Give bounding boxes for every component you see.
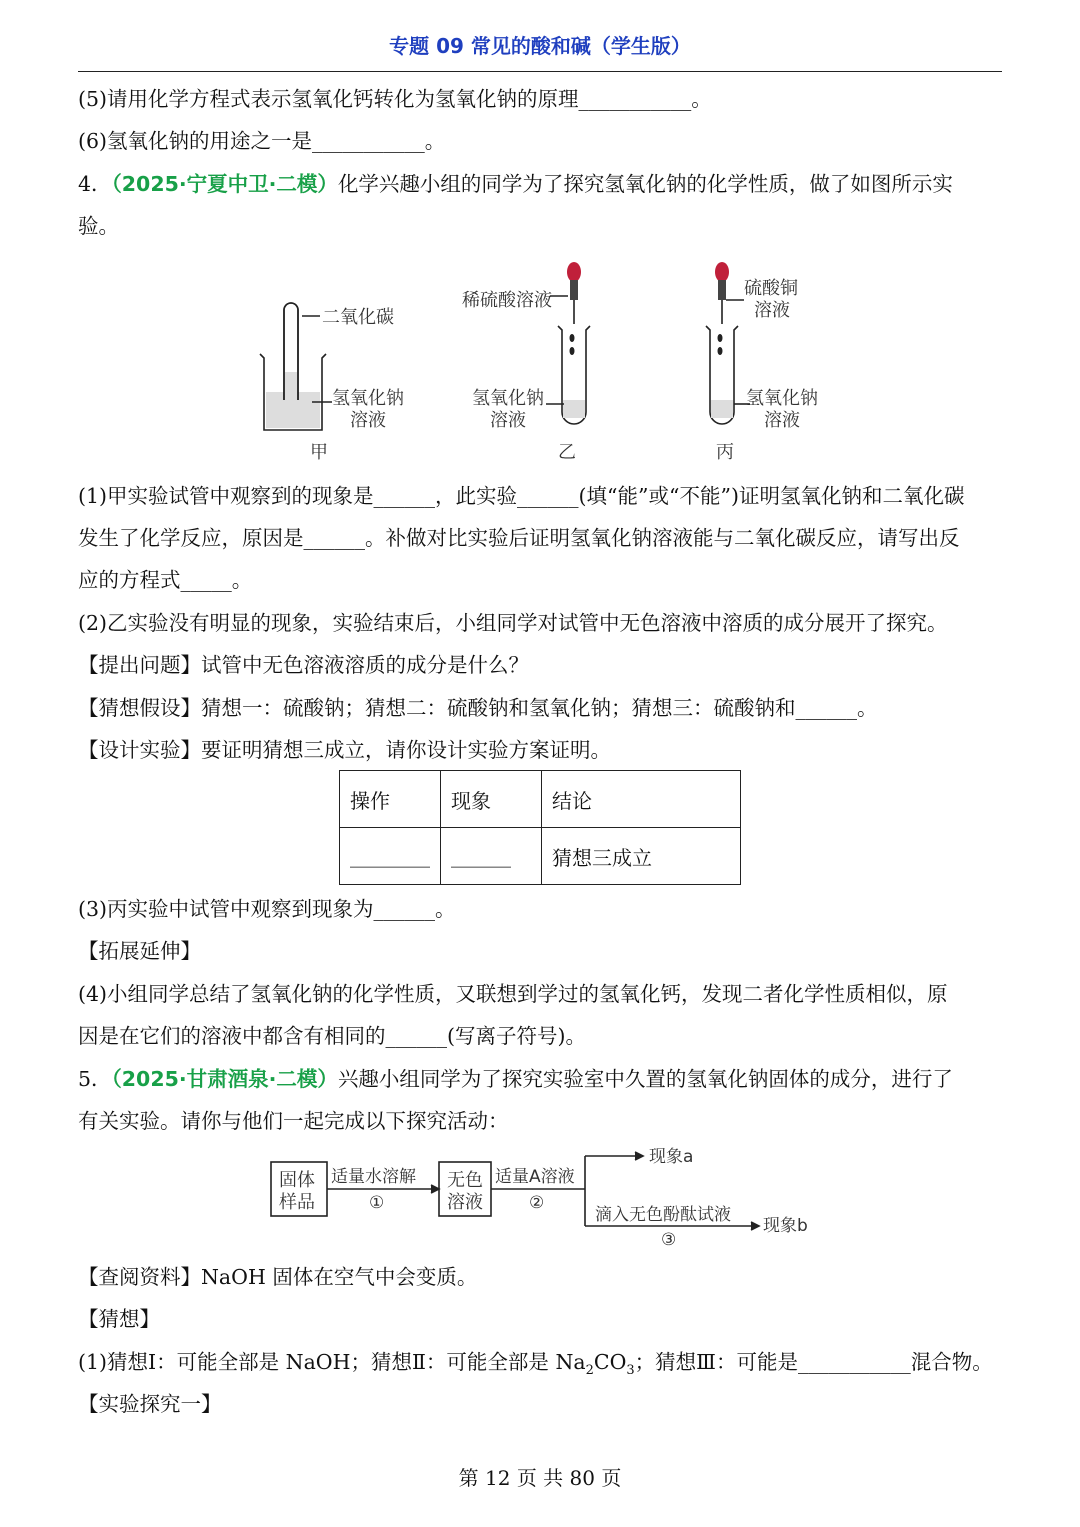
problem-4-text: 化学兴趣小组的同学为了探究氢氧化钠的化学性质，做了如图所示实: [337, 172, 953, 196]
question-5-line: (5)请用化学方程式表示氢氧化钙转化为氢氧化钠的原理___________。: [78, 87, 712, 111]
q2-ask-line: 【提出问题】试管中无色溶液溶质的成分是什么？: [78, 653, 529, 677]
table-header-cell: 现象: [441, 771, 542, 828]
label-solution-bing-top: 溶液: [754, 300, 790, 321]
q1-line-b: 发生了化学反应，原因是______。补做对比实验后证明氢氧化钠溶液能与二氧化碳反应，请写出反: [78, 526, 960, 550]
problem-4-intro: [78, 169, 953, 199]
q1-line-c: 应的方程式_____。: [78, 568, 253, 592]
table-row: [340, 828, 741, 885]
q3-line: (3)丙实验中试管中观察到现象为______。: [78, 897, 456, 921]
table-cell: ________: [340, 828, 441, 885]
figure-yi: [546, 262, 590, 424]
flow-step1-label: 适量水溶解: [331, 1167, 416, 1187]
reference-line: 【查阅资料】NaOH 固体在空气中会变质。: [78, 1265, 478, 1289]
label-naoh-bing: 氢氧化钠: [746, 388, 818, 409]
label-naoh-jia: 氢氧化钠: [332, 388, 404, 409]
q4-line-a: (4)小组同学总结了氢氧化钠的化学性质，又联想到学过的氢氧化钙，发现二者化学性质相似，原: [78, 982, 948, 1006]
problem-5-number: 5．: [78, 1067, 112, 1091]
flow-step3-number: ③: [661, 1230, 677, 1250]
flow-step2-label: 适量A溶液: [495, 1167, 575, 1187]
problem-4-source: （2025·宁夏中卫·二模）: [111, 172, 338, 196]
problem-5-source: （2025·甘肃酒泉·二模）: [111, 1067, 338, 1091]
experiment-figure: [250, 252, 840, 467]
experiment-1-heading: 【实验探究一】: [78, 1392, 222, 1416]
problem-5-intro: [78, 1064, 953, 1094]
flow-step1-number: ①: [369, 1193, 385, 1213]
label-co2: 二氧化碳: [322, 307, 394, 328]
table-cell: 猜想三成立: [542, 828, 741, 885]
label-h2so4: 稀硫酸溶液: [462, 290, 552, 311]
q4-line-b: 因是在它们的溶液中都含有相同的______(写离子符号)。: [78, 1024, 586, 1048]
label-yi: 乙: [558, 442, 576, 463]
flow-step3-label: 滴入无色酚酞试液: [595, 1205, 731, 1225]
question-6-line: (6)氢氧化钠的用途之一是___________。: [78, 129, 446, 153]
label-solution-jia: 溶液: [350, 410, 386, 431]
extension-heading: 【拓展延伸】: [78, 939, 201, 963]
label-jia: 甲: [310, 442, 328, 463]
guess-text-a: (1)猜想Ⅰ：可能全部是 NaOH；猜想Ⅱ：可能全部是 Na: [78, 1350, 586, 1374]
flow-box2-line1: 无色: [447, 1170, 483, 1191]
guess-heading: 【猜想】: [78, 1307, 160, 1331]
flow-step2-number: ②: [529, 1193, 545, 1213]
guess-text-b: CO: [593, 1350, 627, 1374]
q1-line-a: (1)甲实验试管中观察到的现象是______，此实验______(填“能”或“不能”)证明氢氧化钠和二氧化碳: [78, 484, 965, 508]
experiment-table: [339, 770, 741, 885]
label-naoh-yi: 氢氧化钠: [472, 388, 544, 409]
subscript-2: 2: [585, 1363, 594, 1379]
flow-box2-line2: 溶液: [447, 1192, 483, 1213]
table-header-cell: 操作: [340, 771, 441, 828]
label-bing: 丙: [716, 442, 734, 463]
label-solution-bing: 溶液: [764, 410, 800, 431]
page-footer: 第 12 页 共 80 页: [458, 1466, 622, 1490]
table-header-row: [340, 771, 741, 828]
label-cuso4: 硫酸铜: [744, 278, 798, 299]
page-header-title: 专题 09 常见的酸和碱（学生版）: [389, 34, 691, 58]
table-cell: ______: [441, 828, 542, 885]
flow-result-b: 现象b: [763, 1216, 808, 1236]
guess-1-line: [78, 1347, 993, 1386]
problem-4-number: 4．: [78, 172, 112, 196]
q2-guess-line: 【猜想假设】猜想一：硫酸钠；猜想二：硫酸钠和氢氧化钠；猜想三：硫酸钠和______。: [78, 696, 878, 720]
table-header-cell: 结论: [542, 771, 741, 828]
q2-design-line: 【设计实验】要证明猜想三成立，请你设计实验方案证明。: [78, 738, 611, 762]
label-solution-yi: 溶液: [490, 410, 526, 431]
guess-text-c: ；猜想Ⅲ：可能是___________混合物。: [634, 1350, 993, 1374]
flow-box1-line2: 样品: [279, 1192, 315, 1213]
q2-line: (2)乙实验没有明显的现象，实验结束后，小组同学对试管中无色溶液中溶质的成分展开了探究。: [78, 611, 948, 635]
header-rule: [78, 71, 1002, 72]
problem-4-intro-cont: 验。: [78, 214, 119, 238]
flow-diagram: [265, 1142, 825, 1252]
flow-result-a: 现象a: [649, 1147, 694, 1167]
flow-box1-line1: 固体: [279, 1170, 315, 1191]
subscript-3: 3: [626, 1363, 635, 1379]
problem-5-text: 兴趣小组同学为了探究实验室中久置的氢氧化钠固体的成分，进行了: [337, 1067, 953, 1091]
problem-5-intro-cont: 有关实验。请你与他们一起完成以下探究活动：: [78, 1109, 509, 1133]
